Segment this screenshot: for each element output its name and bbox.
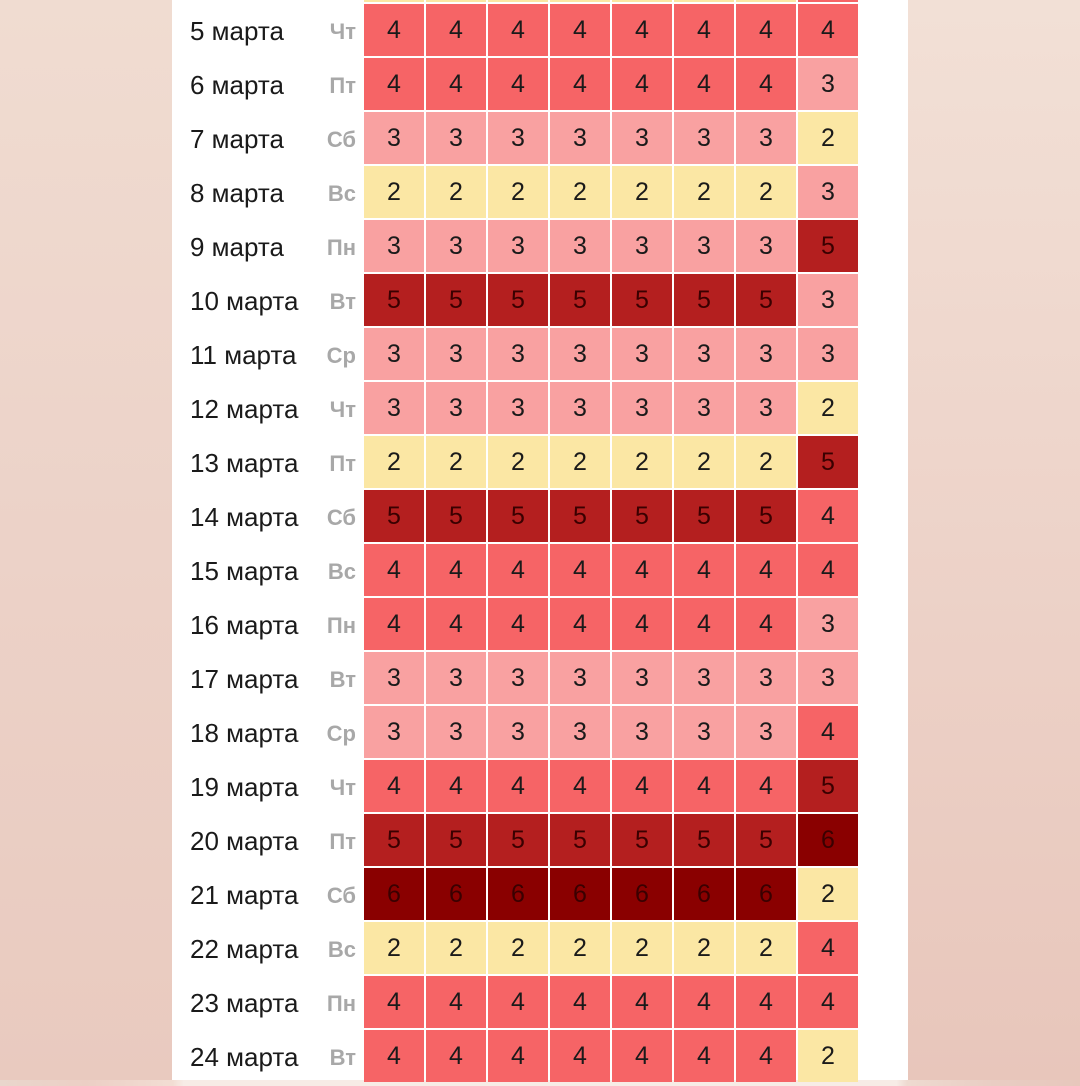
cell-value: 4 (798, 706, 858, 758)
cell-value: 4 (736, 598, 796, 650)
cell-value: 2 (736, 922, 796, 974)
row-date: 11 марта (190, 340, 297, 370)
table-row (172, 760, 908, 814)
cell-value: 3 (550, 112, 610, 164)
calendar-panel (172, 0, 908, 1080)
row-date: 23 марта (190, 988, 299, 1018)
cell-value: 4 (488, 598, 548, 650)
cell-value: 4 (798, 922, 858, 974)
cell-value: 3 (612, 652, 672, 704)
cell-value: 4 (364, 4, 424, 56)
row-weekday: Пн (326, 991, 356, 1016)
cell-value: 4 (674, 598, 734, 650)
cell-value: 4 (674, 58, 734, 110)
cell-value: 5 (736, 490, 796, 542)
cell-partial-above (798, 0, 858, 2)
cell-value: 5 (488, 814, 548, 866)
cell-value: 2 (488, 166, 548, 218)
cell-value: 4 (426, 58, 486, 110)
cell-value: 2 (488, 436, 548, 488)
cell-partial-above (674, 0, 734, 2)
cell-value: 3 (364, 328, 424, 380)
row-weekday: Ср (326, 343, 356, 368)
cell-value: 4 (798, 4, 858, 56)
table-row (172, 652, 908, 706)
cell-value: 5 (550, 274, 610, 326)
cell-value: 4 (612, 976, 672, 1028)
table-row (172, 922, 908, 976)
cell-value: 3 (550, 652, 610, 704)
row-weekday: Пн (326, 235, 356, 260)
cell-value: 3 (426, 706, 486, 758)
cell-value: 5 (488, 490, 548, 542)
cell-value: 4 (364, 1030, 424, 1082)
cell-value: 4 (612, 1030, 672, 1082)
row-weekday: Вт (329, 667, 356, 692)
table-row (172, 868, 908, 922)
cell-value: 4 (612, 4, 672, 56)
row-date: 7 марта (190, 124, 284, 154)
cell-value: 4 (612, 760, 672, 812)
table-row (172, 382, 908, 436)
cell-value: 4 (798, 976, 858, 1028)
row-date: 17 марта (190, 664, 299, 694)
cell-value: 4 (550, 4, 610, 56)
cell-value: 4 (488, 760, 548, 812)
cell-value: 5 (426, 814, 486, 866)
cell-value: 4 (550, 1030, 610, 1082)
cell-partial-above (550, 0, 610, 2)
cell-value: 3 (364, 652, 424, 704)
cell-value: 4 (798, 544, 858, 596)
cell-value: 6 (550, 868, 610, 920)
cell-value: 3 (798, 652, 858, 704)
cell-value: 5 (674, 490, 734, 542)
table-row (172, 436, 908, 490)
row-weekday: Пн (326, 613, 356, 638)
cell-value: 4 (364, 544, 424, 596)
cell-value: 5 (364, 814, 424, 866)
cell-value: 3 (674, 112, 734, 164)
row-date: 10 марта (190, 286, 299, 316)
cell-value: 4 (364, 598, 424, 650)
row-weekday: Вс (327, 181, 356, 206)
cell-value: 3 (550, 706, 610, 758)
cell-value: 4 (674, 1030, 734, 1082)
cell-value: 4 (550, 58, 610, 110)
cell-value: 4 (426, 760, 486, 812)
cell-value: 6 (736, 868, 796, 920)
row-weekday: Ср (326, 721, 356, 746)
cell-value: 3 (736, 220, 796, 272)
cell-value: 3 (426, 328, 486, 380)
cell-value: 4 (798, 490, 858, 542)
cell-value: 5 (364, 274, 424, 326)
cell-value: 5 (798, 220, 858, 272)
cell-value: 3 (426, 112, 486, 164)
cell-value: 6 (612, 868, 672, 920)
table-row (172, 166, 908, 220)
cell-value: 2 (736, 166, 796, 218)
cell-value: 3 (612, 328, 672, 380)
row-weekday: Вт (329, 1045, 356, 1070)
cell-value: 6 (364, 868, 424, 920)
row-weekday: Чт (329, 775, 356, 800)
cell-value: 3 (426, 382, 486, 434)
cell-value: 5 (674, 274, 734, 326)
cell-value: 3 (674, 220, 734, 272)
cell-value: 4 (426, 598, 486, 650)
cell-value: 4 (488, 1030, 548, 1082)
row-weekday: Пт (329, 829, 356, 854)
cell-value: 2 (550, 166, 610, 218)
cell-value: 3 (736, 112, 796, 164)
cell-value: 4 (426, 1030, 486, 1082)
row-date: 20 марта (190, 826, 299, 856)
row-weekday: Пт (329, 451, 356, 476)
table-row (172, 112, 908, 166)
cell-value: 4 (612, 544, 672, 596)
cell-value: 5 (798, 436, 858, 488)
row-date: 22 марта (190, 934, 299, 964)
cell-value: 3 (488, 220, 548, 272)
cell-value: 3 (798, 58, 858, 110)
cell-value: 2 (612, 166, 672, 218)
row-date: 14 марта (190, 502, 299, 532)
table-row (172, 490, 908, 544)
cell-value: 4 (736, 4, 796, 56)
cell-value: 4 (364, 976, 424, 1028)
table-row (172, 328, 908, 382)
row-date: 6 марта (190, 70, 284, 100)
row-weekday: Вт (329, 289, 356, 314)
cell-value: 3 (364, 220, 424, 272)
cell-value: 3 (612, 706, 672, 758)
row-date: 16 марта (190, 610, 299, 640)
row-date: 21 марта (190, 880, 299, 910)
cell-value: 3 (674, 382, 734, 434)
cell-value: 2 (798, 382, 858, 434)
table-row (172, 544, 908, 598)
cell-value: 4 (612, 598, 672, 650)
cell-value: 2 (488, 922, 548, 974)
cell-value: 4 (426, 976, 486, 1028)
row-weekday: Вс (327, 937, 356, 962)
table-row (172, 598, 908, 652)
cell-partial-above (488, 0, 548, 2)
cell-value: 4 (426, 544, 486, 596)
table-row (172, 274, 908, 328)
cell-value: 3 (488, 652, 548, 704)
row-date: 19 марта (190, 772, 299, 802)
cell-value: 2 (736, 436, 796, 488)
cell-value: 5 (798, 760, 858, 812)
row-weekday: Сб (326, 883, 356, 908)
row-weekday: Вс (327, 559, 356, 584)
cell-value: 3 (426, 220, 486, 272)
cell-value: 5 (426, 490, 486, 542)
cell-value: 4 (612, 58, 672, 110)
cell-value: 3 (674, 328, 734, 380)
cell-value: 3 (488, 382, 548, 434)
cell-value: 4 (488, 4, 548, 56)
cell-value: 4 (674, 976, 734, 1028)
cell-value: 2 (674, 166, 734, 218)
cell-value: 5 (736, 814, 796, 866)
cell-partial-above (736, 0, 796, 2)
row-date: 12 марта (190, 394, 299, 424)
cell-value: 3 (488, 328, 548, 380)
row-weekday: Пт (329, 73, 356, 98)
cell-value: 4 (488, 976, 548, 1028)
row-weekday: Сб (326, 505, 356, 530)
cell-value: 3 (798, 328, 858, 380)
cell-value: 3 (798, 598, 858, 650)
cell-value: 5 (736, 274, 796, 326)
cell-value: 4 (550, 598, 610, 650)
table-row (172, 706, 908, 760)
cell-value: 5 (550, 490, 610, 542)
cell-value: 2 (612, 922, 672, 974)
row-date: 13 марта (190, 448, 299, 478)
row-date: 9 марта (190, 232, 284, 262)
table-row (172, 220, 908, 274)
cell-value: 4 (550, 760, 610, 812)
cell-value: 4 (736, 544, 796, 596)
cell-value: 4 (488, 544, 548, 596)
cell-value: 2 (364, 436, 424, 488)
cell-value: 3 (798, 274, 858, 326)
cell-value: 3 (364, 382, 424, 434)
cell-value: 4 (364, 58, 424, 110)
cell-value: 2 (364, 166, 424, 218)
background-left (0, 0, 172, 1080)
cell-value: 6 (674, 868, 734, 920)
row-date: 24 марта (190, 1042, 299, 1072)
cell-value: 2 (674, 922, 734, 974)
row-date: 5 марта (190, 16, 284, 46)
cell-value: 2 (364, 922, 424, 974)
cell-value: 3 (736, 382, 796, 434)
row-date: 15 марта (190, 556, 299, 586)
cell-value: 4 (550, 976, 610, 1028)
cell-value: 3 (364, 706, 424, 758)
cell-value: 3 (674, 706, 734, 758)
cell-value: 5 (364, 490, 424, 542)
cell-value: 6 (488, 868, 548, 920)
cell-value: 3 (426, 652, 486, 704)
row-date: 18 марта (190, 718, 299, 748)
cell-value: 6 (426, 868, 486, 920)
cell-value: 5 (612, 814, 672, 866)
cell-value: 2 (550, 436, 610, 488)
cell-value: 5 (426, 274, 486, 326)
cell-value: 5 (550, 814, 610, 866)
cell-value: 2 (798, 868, 858, 920)
cell-value: 4 (550, 544, 610, 596)
cell-value: 5 (612, 490, 672, 542)
cell-value: 4 (674, 4, 734, 56)
cell-value: 3 (364, 112, 424, 164)
cell-partial-above (612, 0, 672, 2)
cell-value: 3 (550, 220, 610, 272)
cell-value: 2 (798, 112, 858, 164)
cell-value: 3 (736, 652, 796, 704)
cell-value: 5 (674, 814, 734, 866)
cell-value: 3 (488, 706, 548, 758)
cell-value: 4 (736, 976, 796, 1028)
cell-value: 4 (736, 58, 796, 110)
cell-value: 4 (736, 760, 796, 812)
row-weekday: Чт (329, 397, 356, 422)
cell-value: 4 (674, 760, 734, 812)
cell-value: 3 (550, 382, 610, 434)
cell-value: 2 (426, 166, 486, 218)
cell-value: 2 (426, 436, 486, 488)
cell-value: 3 (674, 652, 734, 704)
cell-value: 3 (736, 328, 796, 380)
cell-value: 2 (798, 1030, 858, 1082)
cell-value: 3 (798, 166, 858, 218)
cell-value: 4 (426, 4, 486, 56)
row-date: 8 марта (190, 178, 284, 208)
cell-value: 3 (612, 382, 672, 434)
table-row (172, 1030, 908, 1084)
cell-value: 2 (550, 922, 610, 974)
row-weekday: Чт (329, 19, 356, 44)
cell-value: 3 (550, 328, 610, 380)
cell-value: 4 (736, 1030, 796, 1082)
background-right (908, 0, 1080, 1080)
cell-value: 4 (674, 544, 734, 596)
cell-partial-above (364, 0, 424, 2)
table-row (172, 4, 908, 58)
cell-value: 4 (488, 58, 548, 110)
table-row (172, 976, 908, 1030)
cell-value: 3 (612, 220, 672, 272)
cell-value: 3 (736, 706, 796, 758)
table-row (172, 58, 908, 112)
cell-value: 3 (612, 112, 672, 164)
cell-value: 2 (612, 436, 672, 488)
cell-value: 3 (488, 112, 548, 164)
cell-value: 2 (674, 436, 734, 488)
cell-value: 2 (426, 922, 486, 974)
cell-value: 5 (488, 274, 548, 326)
row-weekday: Сб (326, 127, 356, 152)
cell-value: 6 (798, 814, 858, 866)
table-row (172, 814, 908, 868)
cell-partial-above (426, 0, 486, 2)
cell-value: 4 (364, 760, 424, 812)
cell-value: 5 (612, 274, 672, 326)
